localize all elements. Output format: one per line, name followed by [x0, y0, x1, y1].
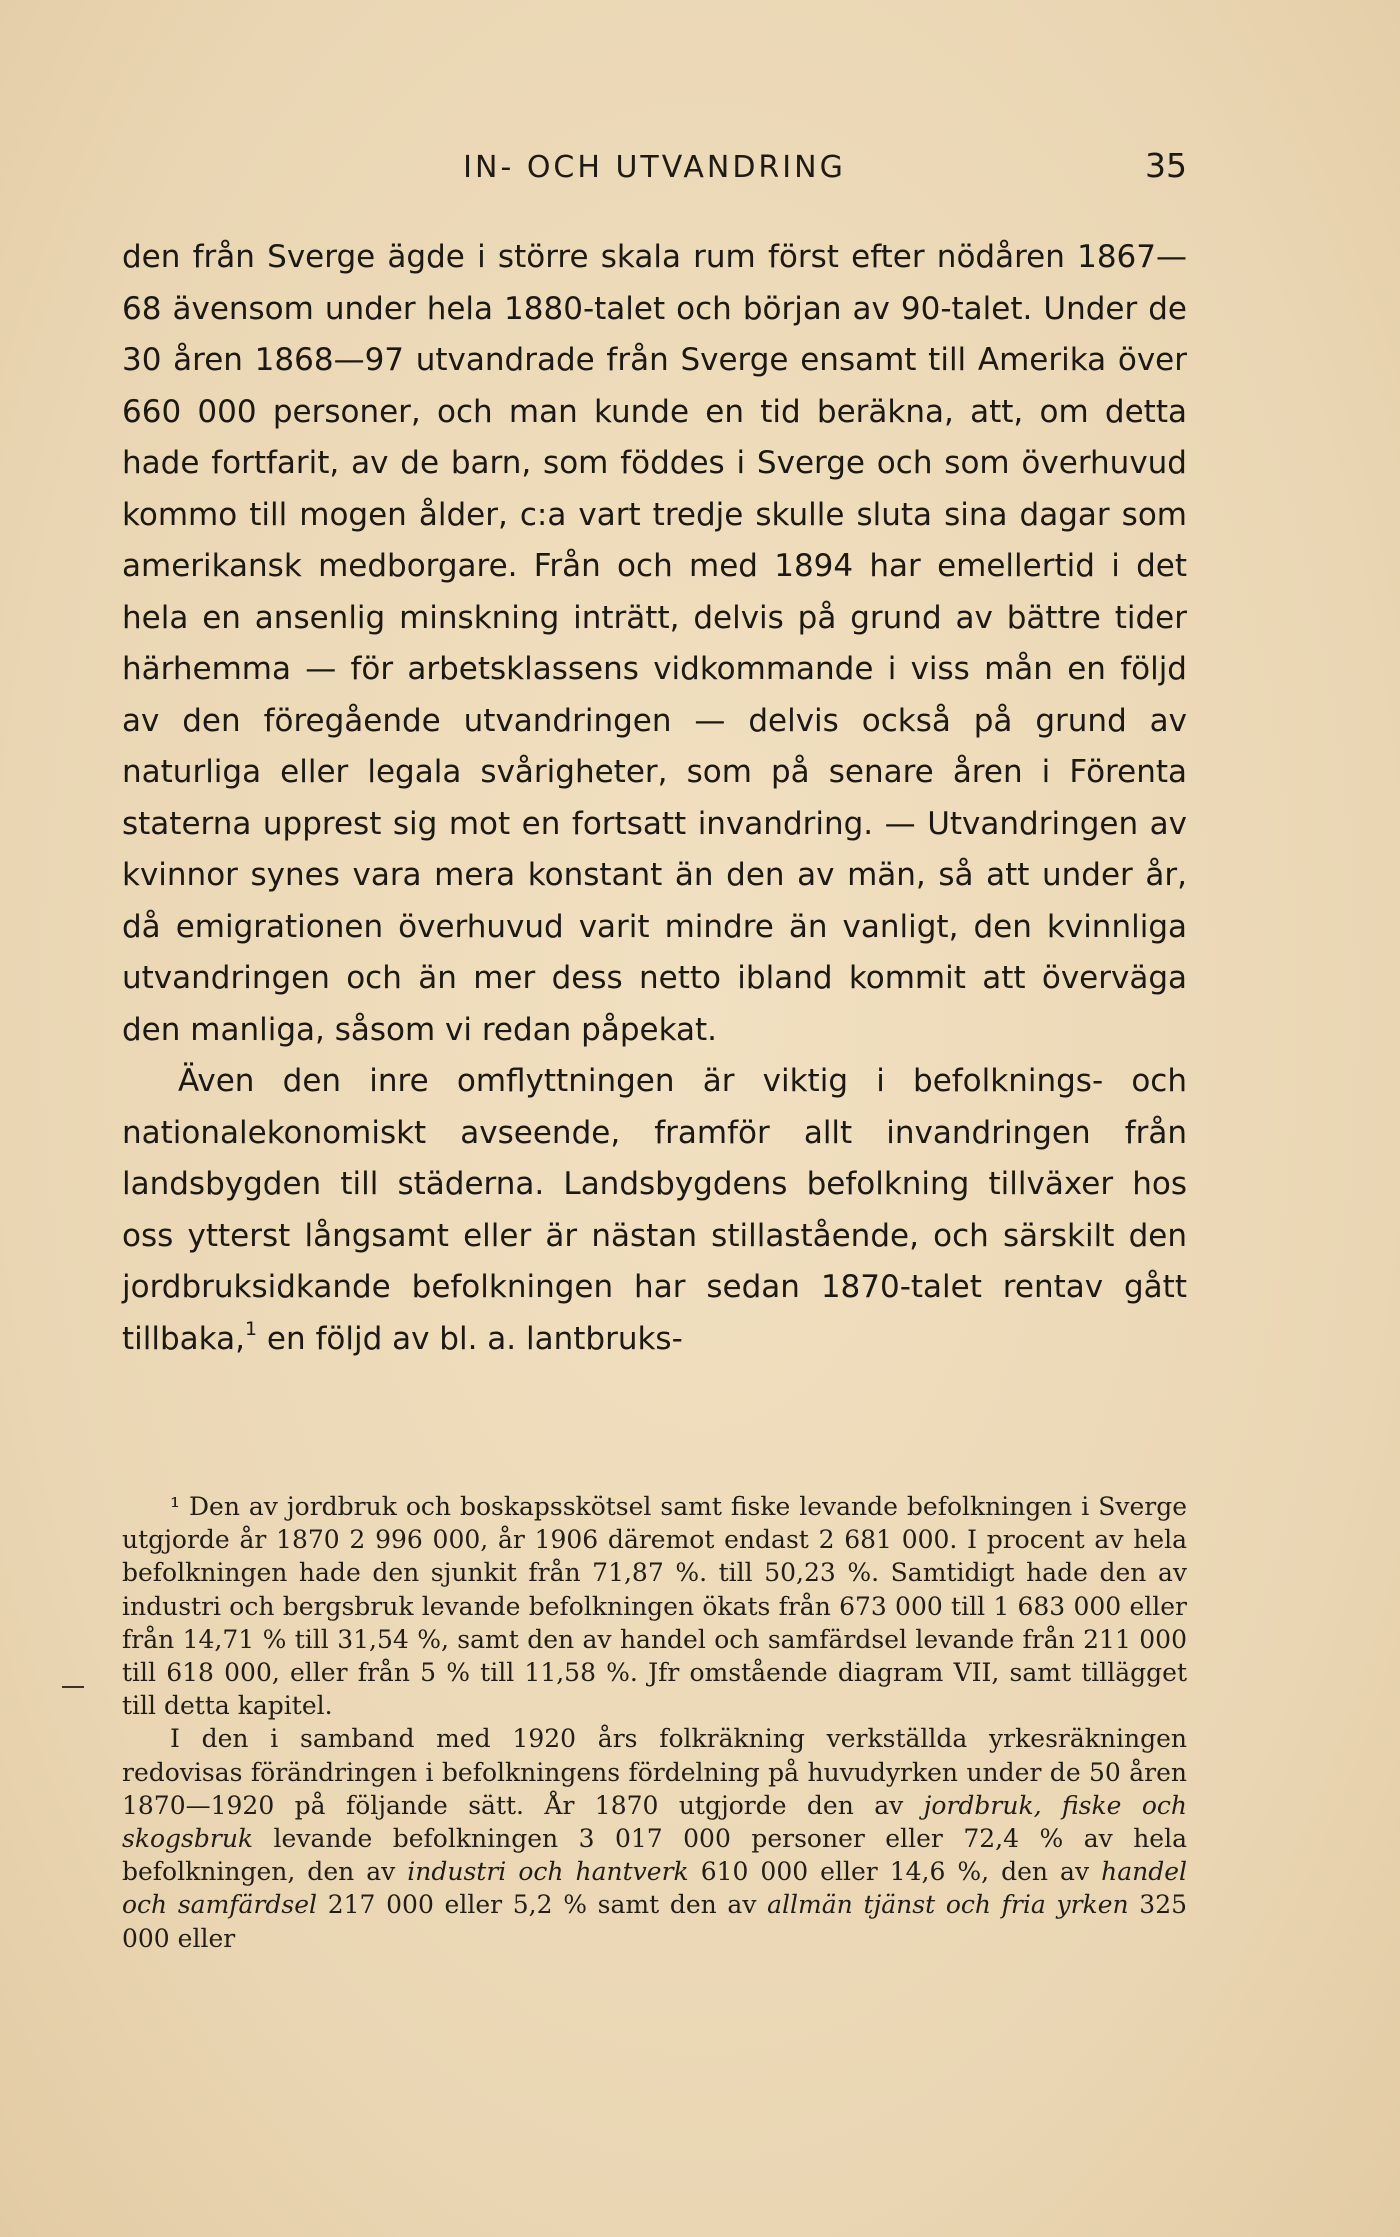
footnote-1: ¹ Den av jordbruk och boskapsskötsel samt fiske levande befolkningen i Sverge utgjorde år 1870 2 996 000, år 1906 däremot endast 2 681 000. I procent av hela befolkningen hade den sjunkit från 71,87 %. till 50,23 %. Samtidigt hade den av industri och bergsbruk levande befolkningen ökats från 673 000 till 1 683 000 eller från 14,71 % till 31,54 %, samt den av handel och samfärdsel levande från 211 000 till 618 000, eller från 5 % till 11,58 %. Jfr omstående diagram VII, samt tillägget till detta kapitel. [122, 1492, 1187, 1721]
paragraph-2-end: en följd av bl. a. lantbruks- [257, 1320, 683, 1357]
footnote-reference[interactable]: 1 [244, 1317, 258, 1340]
footnotes [122, 1490, 1187, 1955]
paragraph-1: den från Sverge ägde i större skala rum först efter nödåren 1867—68 ävensom under hela 1880-talet och början av 90-talet. Under de 30 åren 1868—97 utvandrade från Sverge ensamt till Amerika över 660 000 personer, och man kunde en tid beräkna, att, om detta hade fortfarit, av de barn, som föddes i Sverge och som överhuvud kommo till mogen ålder, c:a vart tredje skulle sluta sina dagar som amerikansk medborgare. Från och med 1894 har emellertid i det hela en ansenlig minskning inträtt, delvis på grund av bättre tider härhemma — för arbetsklassens vidkommande i viss mån en följd av den föregående utvandringen — delvis också på grund av naturliga eller legala svårigheter, som på senare åren i Förenta staterna upprest sig mot en fortsatt invandring. — Utvandringen av kvinnor synes vara mera konstant än den av män, så att under år, då emigrationen överhuvud varit mindre än vanligt, den kvinnliga utvandringen och än mer dess netto ibland kommit att överväga den manliga, såsom vi redan påpekat. [122, 239, 1187, 1048]
page-header [122, 146, 1187, 200]
fn2-text-b: levande befolkningen 3 017 000 personer eller 72,4 % av hela befolkningen, den av [122, 1824, 1187, 1887]
fn2-italic-3: handel och samfärdsel [122, 1857, 1187, 1920]
page-number: 35 [1145, 146, 1187, 185]
fn2-text-e: 325 000 eller [122, 1890, 1188, 1953]
paragraph-2-text: Även den inre omflyttningen är viktig i befolknings- och nationalekonomiskt avseende, framför allt invandringen från landsbygden till städerna. Landsbygdens befolkning tillväxer hos oss ytterst långsamt eller är nästan stillastående, och särskilt den jordbruksidkande befolkningen har sedan 1870-talet rentav gått tillbaka, [122, 1063, 1187, 1357]
paragraph-2 [122, 1056, 1187, 1365]
main-text [122, 232, 1187, 1365]
fn2-italic-4: allmän tjänst och fria yrken [767, 1890, 1129, 1920]
fn2-text-c: 610 000 eller 14,6 %, den av [688, 1857, 1102, 1887]
fn2-italic-1: jordbruk, fiske och skogsbruk [122, 1790, 1187, 1854]
margin-mark [62, 1686, 84, 1688]
fn2-italic-2: industri och hantverk [407, 1857, 689, 1887]
fn2-text-a: I den i samband med 1920 års folkräkning verkställda yrkesräkningen redovisas förändringen i befolkningens fördelning på huvudyrken under de 50 åren 1870—1920 på följande sätt. År 1870 utgjorde den av [122, 1724, 1187, 1820]
fn2-text-d: 217 000 eller 5,2 % samt den av [317, 1890, 768, 1920]
running-head: IN- OCH UTVANDRING [463, 150, 846, 185]
footnote-1-continuation [122, 1722, 1187, 1954]
